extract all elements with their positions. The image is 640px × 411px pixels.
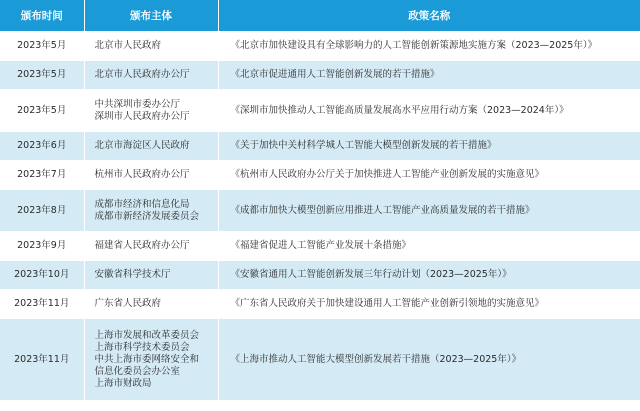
table-row [0, 190, 640, 232]
cell-date: 2023年11月 [0, 319, 84, 401]
cell-date: 2023年7月 [0, 161, 84, 190]
cell-issuer [84, 32, 218, 61]
issuer-line: 成都市新经济发展委员会 [94, 210, 200, 222]
issuer-line: 广东省人民政府 [94, 298, 162, 309]
cell-policy: 《广东省人民政府关于加快建设通用人工智能产业创新引领地的实施意见》 [218, 290, 640, 319]
issuer-line: 上海市科学技术委员会 [94, 341, 190, 353]
cell-date: 2023年9月 [0, 232, 84, 261]
cell-issuer [84, 232, 218, 261]
issuer-line: 深圳市人民政府办公厅 [94, 110, 190, 122]
issuer-line: 中共深圳市委办公厅 [94, 98, 181, 110]
cell-policy: 《成都市加快大模型创新应用推进人工智能产业高质量发展的若干措施》 [218, 190, 640, 232]
issuer-line: 中共上海市委网络安全和 [94, 353, 200, 365]
table-body [0, 32, 640, 401]
cell-policy: 《深圳市加快推动人工智能高质量发展高水平应用行动方案（2023—2024年）》 [218, 90, 640, 132]
table-row [0, 319, 640, 401]
cell-issuer [84, 261, 218, 290]
cell-date: 2023年10月 [0, 261, 84, 290]
cell-policy: 《北京市加快建设具有全球影响力的人工智能创新策源地实施方案（2023—2025年）》 [218, 32, 640, 61]
table-row [0, 90, 640, 132]
cell-policy: 《安徽省通用人工智能创新发展三年行动计划（2023—2025年）》 [218, 261, 640, 290]
issuer-line: 北京市海淀区人民政府 [94, 140, 190, 151]
cell-policy: 《北京市促进通用人工智能创新发展的若干措施》 [218, 61, 640, 90]
cell-date: 2023年6月 [0, 132, 84, 161]
cell-issuer [84, 90, 218, 132]
cell-date: 2023年11月 [0, 290, 84, 319]
table-row [0, 232, 640, 261]
cell-policy: 《关于加快中关村科学城人工智能大模型创新发展的若干措施》 [218, 132, 640, 161]
cell-issuer [84, 161, 218, 190]
cell-date: 2023年5月 [0, 61, 84, 90]
cell-policy: 《杭州市人民政府办公厅关于加快推进人工智能产业创新发展的实施意见》 [218, 161, 640, 190]
cell-issuer [84, 319, 218, 401]
table-row [0, 161, 640, 190]
header-date: 颁布时间 [0, 0, 84, 32]
header-policy: 政策名称 [218, 0, 640, 32]
table-row [0, 61, 640, 90]
cell-issuer [84, 132, 218, 161]
table-row [0, 290, 640, 319]
issuer-line: 福建省人民政府办公厅 [94, 240, 190, 251]
cell-issuer [84, 61, 218, 90]
issuer-line: 上海市发展和改革委员会 [94, 329, 200, 341]
issuer-line: 北京市人民政府 [94, 40, 162, 51]
cell-date: 2023年5月 [0, 90, 84, 132]
issuer-line: 安徽省科学技术厅 [94, 269, 171, 280]
table-header-row [0, 0, 640, 32]
table-row [0, 261, 640, 290]
cell-policy: 《上海市推动人工智能大模型创新发展若干措施（2023—2025年）》 [218, 319, 640, 401]
cell-issuer [84, 190, 218, 232]
issuer-line: 上海市财政局 [94, 377, 152, 389]
table-row [0, 32, 640, 61]
issuer-line: 北京市人民政府办公厅 [94, 69, 190, 80]
cell-issuer [84, 290, 218, 319]
table-row [0, 132, 640, 161]
cell-policy: 《福建省促进人工智能产业发展十条措施》 [218, 232, 640, 261]
header-issuer: 颁布主体 [84, 0, 218, 32]
cell-date: 2023年5月 [0, 32, 84, 61]
cell-date: 2023年8月 [0, 190, 84, 232]
issuer-line: 杭州市人民政府办公厅 [94, 169, 190, 180]
issuer-line: 成都市经济和信息化局 [94, 198, 190, 210]
issuer-line: 信息化委员会办公室 [94, 365, 181, 377]
